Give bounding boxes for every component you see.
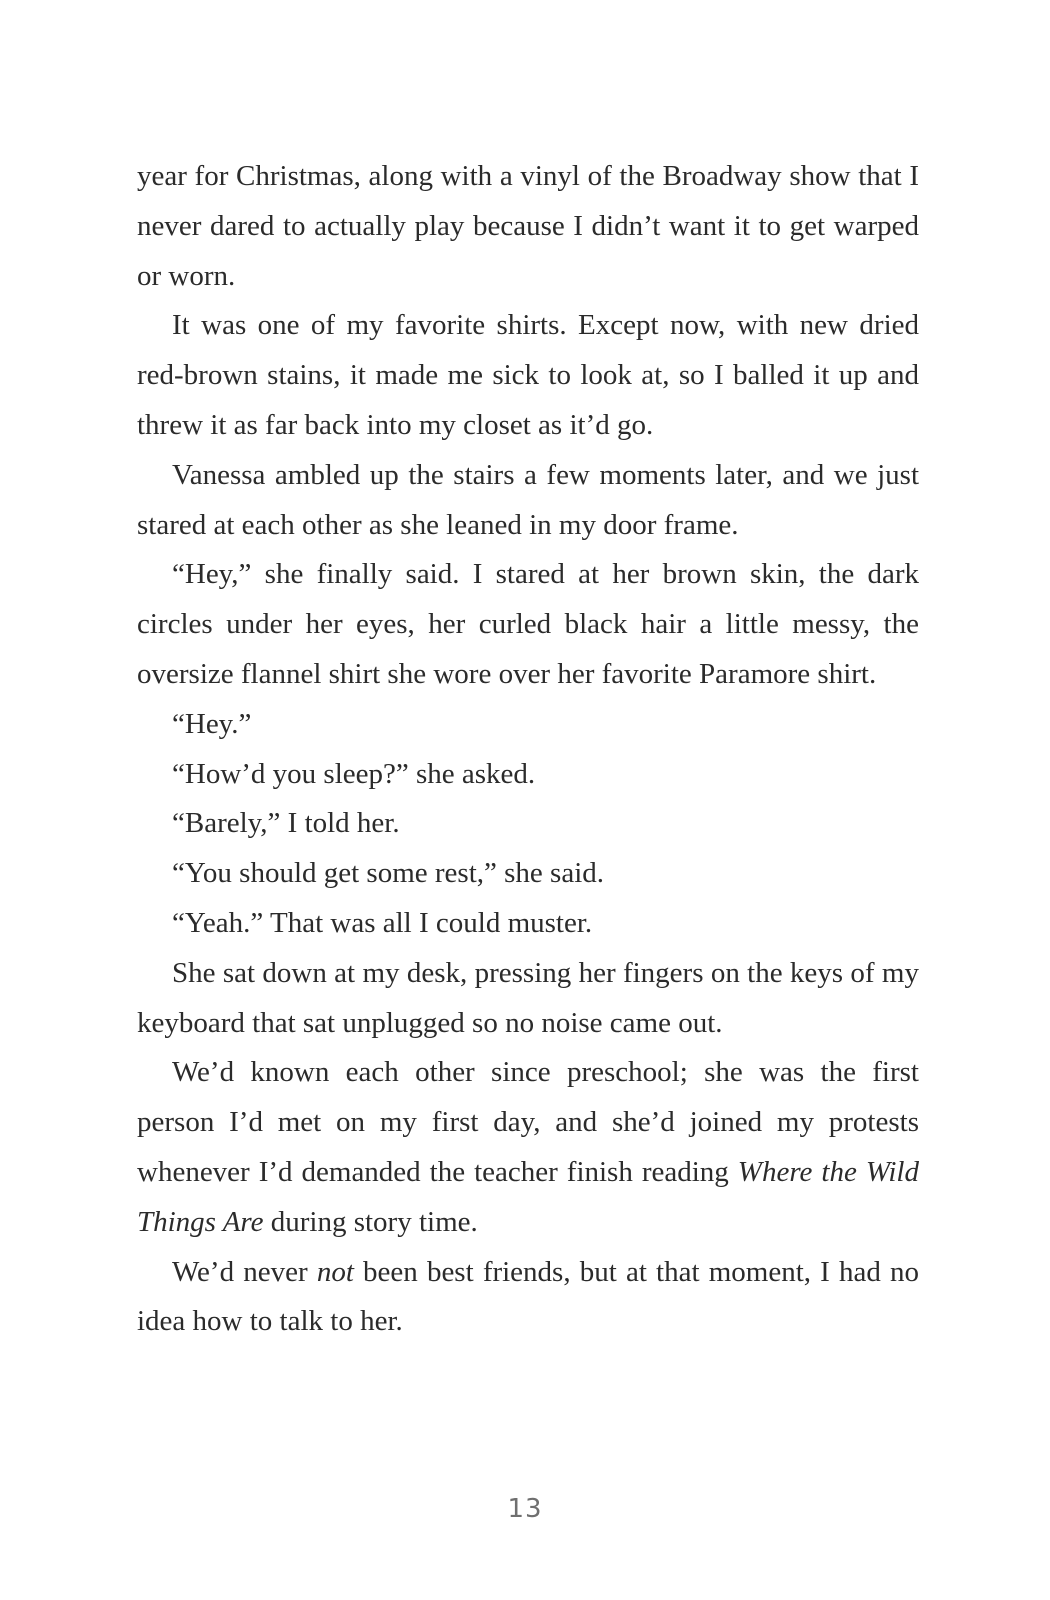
paragraph: year for Christmas, along with a vinyl of the Broadway show that I never dared to actually play because I didn’t want it to get warped or worn. xyxy=(137,160,919,292)
paragraph: “You should get some rest,” she said. xyxy=(172,857,605,890)
paragraph-text: We’d known each other since preschool; she was the first person I’d met on my first day, and she’d joined my protests whenever I’d demanded the teacher finish reading xyxy=(137,1056,919,1188)
paragraph xyxy=(137,1048,919,1247)
paragraph: She sat down at my desk, pressing her fingers on the keys of my keyboard that sat unplugged so no noise came out. xyxy=(137,956,919,1039)
emphasis: not xyxy=(316,1255,354,1288)
paragraph: “Yeah.” That was all I could muster. xyxy=(172,906,593,939)
paragraph: “Hey,” she finally said. I stared at her brown skin, the dark circles under her eyes, her curled black hair a little messy, the oversize flannel shirt she wore over her favorite Paramore shirt. xyxy=(137,558,919,690)
paragraph: “Hey.” xyxy=(172,707,252,740)
paragraph: Vanessa ambled up the stairs a few moments later, and we just stared at each other as she leaned in my door frame. xyxy=(137,458,919,541)
paragraph: It was one of my favorite shirts. Except now, with new dried red-brown stains, it made me sick to look at, so I balled it up and threw it as far back into my closet as it’d go. xyxy=(137,309,919,441)
paragraph-text: been best friends, but at that moment, I had no idea how to talk to her. xyxy=(137,1255,920,1338)
book-title: Where the Wild Things Are xyxy=(137,1155,919,1238)
paragraph-text: We’d never xyxy=(172,1255,317,1288)
paragraph: “Barely,” I told her. xyxy=(172,807,400,840)
paragraph xyxy=(137,1248,919,1348)
page-number: 13 xyxy=(507,1494,543,1524)
paragraph: “How’d you sleep?” she asked. xyxy=(172,757,536,790)
paragraph-text: during story time. xyxy=(263,1205,478,1238)
body-text xyxy=(137,152,919,1347)
